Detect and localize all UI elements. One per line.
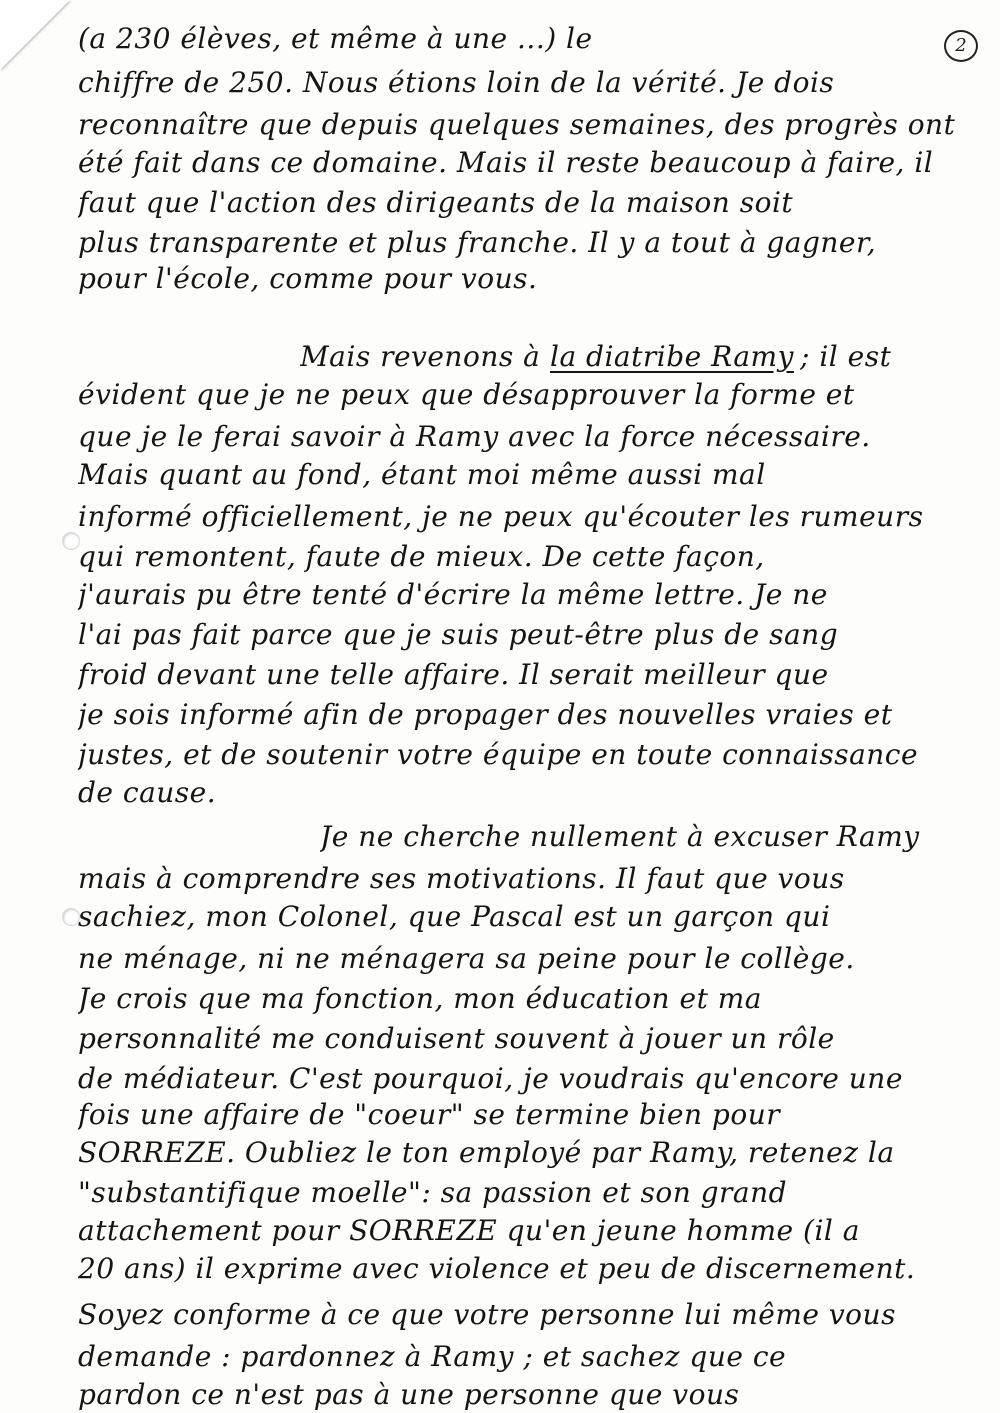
text-line: l'ai pas fait parce que je suis peut-être plus de sang: [78, 618, 839, 651]
text-line: Je ne cherche nullement à excuser Ramy: [320, 820, 920, 853]
text-line: été fait dans ce domaine. Mais il reste beaucoup à faire, il: [78, 146, 934, 179]
text-line: plus transparente et plus franche. Il y a tout à gagner,: [78, 226, 877, 259]
page-number: 2: [944, 30, 978, 62]
text-line: évident que je ne peux que désapprouver la forme et: [78, 378, 855, 411]
text-line: que je le ferai savoir à Ramy avec la force nécessaire.: [78, 420, 871, 453]
text-line: faut que l'action des dirigeants de la maison soit: [78, 186, 794, 219]
text-line: personnalité me conduisent souvent à jouer un rôle: [78, 1022, 835, 1055]
text-line: de médiateur. C'est pourquoi, je voudrais qu'encore une: [78, 1062, 903, 1095]
text-line: SORREZE. Oubliez le ton employé par Ramy, retenez la: [78, 1136, 895, 1169]
text-line: "substantifique moelle": sa passion et son grand: [78, 1176, 788, 1209]
text-line: sachiez, mon Colonel, que Pascal est un garçon qui: [78, 900, 831, 933]
underlined-title: la diatribe Ramy: [550, 340, 794, 373]
text-line: mais à comprendre ses motivations. Il faut que vous: [78, 862, 845, 895]
text-line: chiffre de 250. Nous étions loin de la vérité. Je dois: [78, 66, 835, 99]
text-line: Je crois que ma fonction, mon éducation et ma: [78, 982, 762, 1015]
text-line: j'aurais pu être tenté d'écrire la même lettre. Je ne: [78, 578, 828, 611]
text-line: attachement pour SORREZE qu'en jeune homme (il a: [78, 1214, 860, 1247]
text-line: pour l'école, comme pour vous.: [78, 262, 538, 295]
text-line: je sois informé afin de propager des nouvelles vraies et: [78, 698, 893, 731]
text-line: Mais quant au fond, étant moi même aussi mal: [78, 458, 766, 491]
folded-corner: [0, 0, 70, 70]
text-line: demande : pardonnez à Ramy ; et sachez que ce: [78, 1340, 787, 1373]
text-line: informé officiellement, je ne peux qu'écouter les rumeurs: [78, 500, 924, 533]
text-line: ; il est: [800, 340, 892, 373]
text-line: 20 ans) il exprime avec violence et peu de discernement.: [78, 1252, 916, 1285]
text-line: Mais revenons à: [300, 340, 540, 373]
text-line: de cause.: [78, 776, 217, 809]
text-line: reconnaître que depuis quelques semaines, des progrès ont: [78, 108, 956, 141]
text-line: pardon ce n'est pas à une personne que vous: [78, 1378, 740, 1411]
text-line: (a 230 élèves, et même à une ...) le: [78, 22, 593, 55]
text-line: qui remontent, faute de mieux. De cette façon,: [78, 540, 765, 573]
text-line: Soyez conforme à ce que votre personne lui même vous: [78, 1298, 896, 1331]
text-line: justes, et de soutenir votre équipe en toute connaissance: [78, 738, 919, 771]
text-line: fois une affaire de "coeur" se termine bien pour: [78, 1098, 781, 1131]
text-line: froid devant une telle affaire. Il serait meilleur que: [78, 658, 829, 691]
text-line: ne ménage, ni ne ménagera sa peine pour le collège.: [78, 942, 855, 975]
